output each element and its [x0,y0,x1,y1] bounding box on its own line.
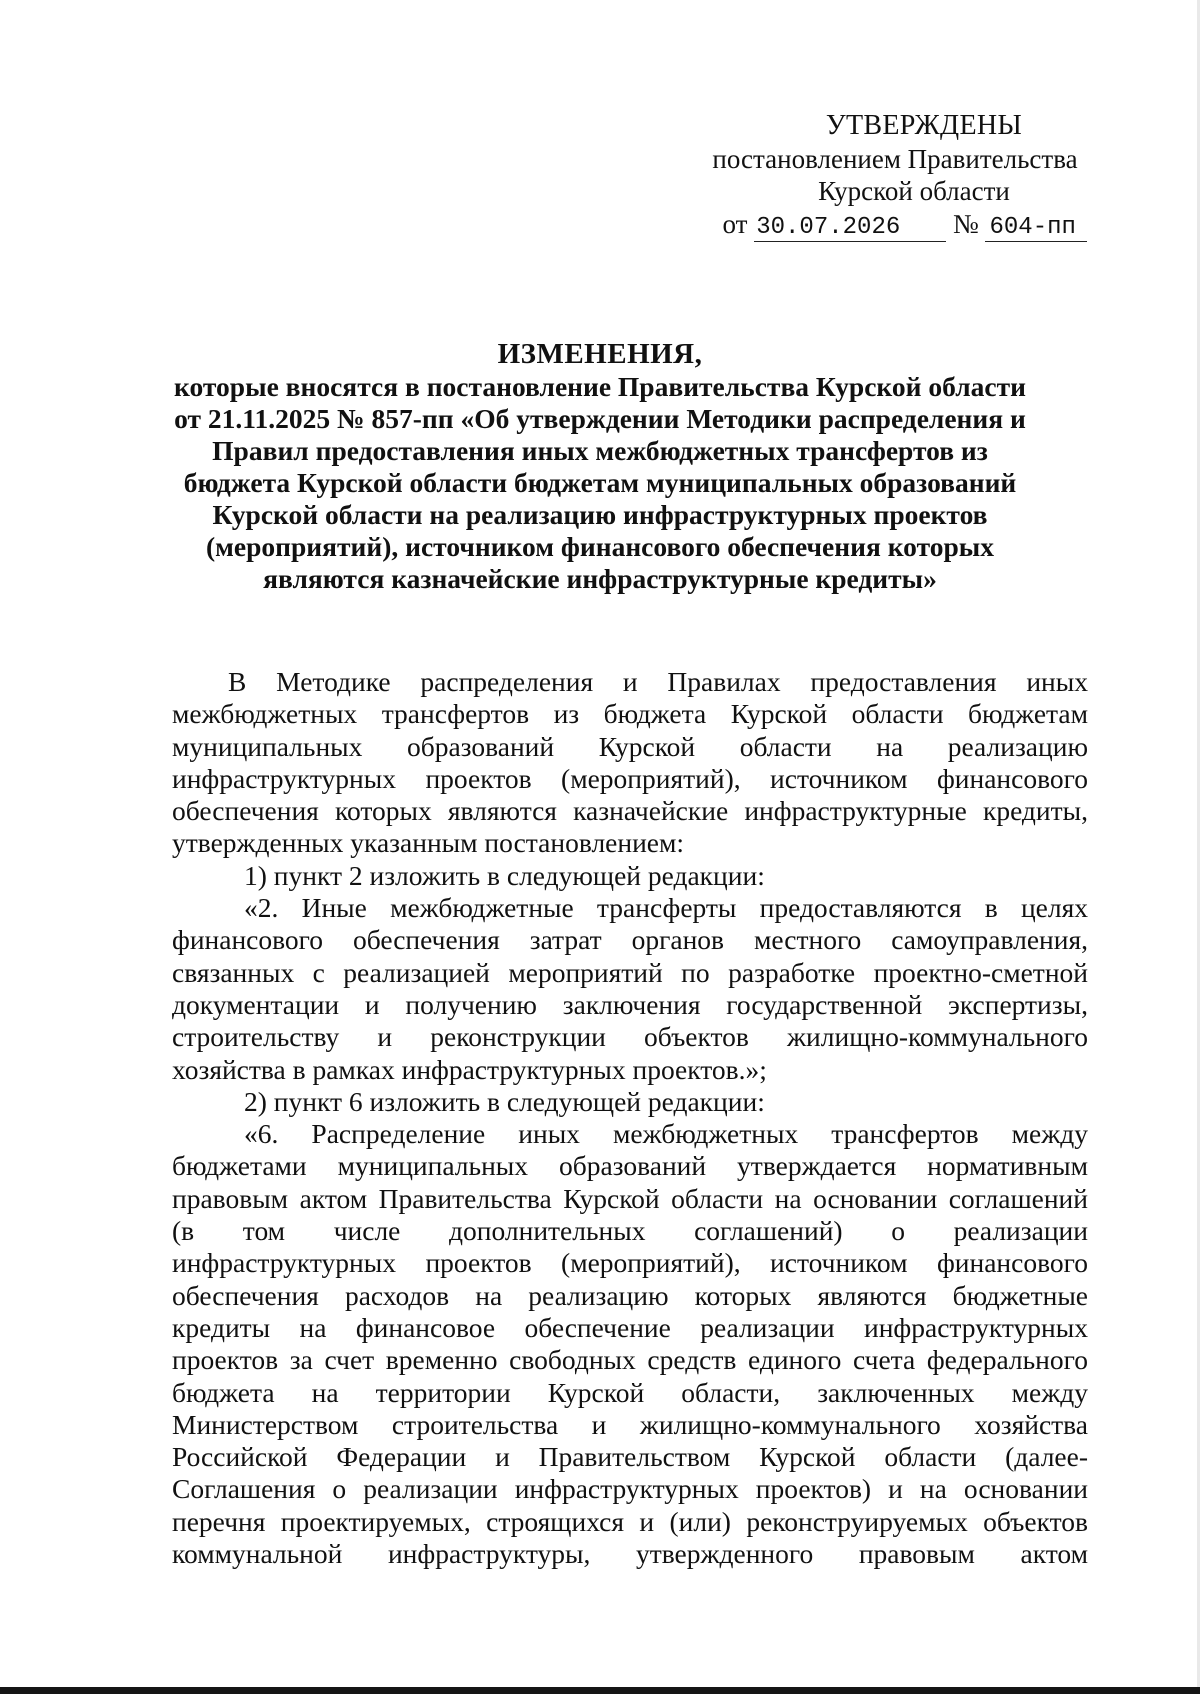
approved-heading: УТВЕРЖДЕНЫ [825,110,1023,141]
number-prefix: № [952,208,979,239]
body-line: инфраструктурных проектов (мероприятий), источником финансового [172,1247,1088,1279]
body-line: «2. Иные межбюджетные трансферты предоставляются в целях [244,892,1088,924]
body-line: бюджета на территории Курской области, заключенных между [172,1376,1088,1408]
approval-line-1: постановлением Правительства [712,143,1078,174]
body-line: связанных с реализацией мероприятий по разработке проектно-сметной [172,956,1088,988]
body-line: коммунальной инфраструктуры, утвержденного правовым актом [172,1538,1088,1570]
body-line: муниципальных образований Курской области на реализацию [172,730,1088,762]
body-line: обеспечения расходов на реализацию которых являются бюджетные [172,1279,1088,1311]
approval-block [690,110,1100,242]
document-title: ИЗМЕНЕНИЯ, [497,338,703,370]
document-body [172,666,1088,1570]
body-line: финансового обеспечения затрат органов местного самоуправления, [172,924,1088,956]
body-line: Соглашения о реализации инфраструктурных проектов) и на основании [172,1473,1088,1505]
title-line: от 21.11.2025 № 857-пп «Об утверждении Методики распределения и [174,403,1026,434]
body-line: 1) пункт 2 изложить в следующей редакции: [244,859,765,891]
body-line: строительству и реконструкции объектов жилищно-коммунального [172,1021,1088,1053]
title-line: которые вносятся в постановление Правительства Курской области [174,371,1026,402]
body-line: проектов за счет временно свободных средств единого счета федерального [172,1344,1088,1376]
body-line: Российской Федерации и Правительством Курской области (далее- [172,1441,1088,1473]
title-line: бюджета Курской области бюджетам муниципальных образований [183,467,1017,498]
body-line: (в том числе дополнительных соглашений) о реализации [172,1215,1088,1247]
body-line: утвержденных указанным постановлением: [172,827,685,859]
scan-bottom-border [0,1687,1200,1694]
body-line: межбюджетных трансфертов из бюджета Курской области бюджетам [172,698,1088,730]
body-line: «6. Распределение иных межбюджетных трансфертов между [244,1118,1088,1150]
approval-date: 30.07.2026 [754,215,946,242]
approval-line-2: Курской области [818,176,1010,206]
body-line: бюджетами муниципальных образований утверждается нормативным [172,1150,1088,1182]
body-line: Министерством строительства и жилищно-коммунального хозяйства [172,1408,1088,1440]
body-line: обеспечения которых являются казначейские инфраструктурные кредиты, [172,795,1088,827]
title-line: являются казначейские инфраструктурные кредиты» [263,563,937,594]
body-line: инфраструктурных проектов (мероприятий), источником финансового [172,762,1088,794]
body-line: перечня проектируемых, строящихся и (или) реконструируемых объектов [172,1505,1088,1537]
title-line: Правил предоставления иных межбюджетных трансфертов из [212,435,988,466]
title-line: Курской области на реализацию инфраструктурных проектов [212,499,988,530]
body-line: 2) пункт 6 изложить в следующей редакции: [244,1085,765,1117]
approval-number: 604-пп [985,215,1087,242]
body-line: кредиты на финансовое обеспечение реализации инфраструктурных [172,1311,1088,1343]
body-line: хозяйства в рамках инфраструктурных проектов.»; [172,1053,767,1085]
body-line: В Методике распределения и Правилах предоставления иных [228,666,1088,697]
approval-date-line [690,208,1100,242]
date-prefix: от [722,208,748,239]
body-line: правовым актом Правительства Курской области на основании соглашений [172,1182,1088,1214]
document-title-block [150,338,1050,595]
title-line: (мероприятий), источником финансового обеспечения которых [206,531,994,562]
body-line: документации и получению заключения государственной экспертизы, [172,988,1088,1020]
